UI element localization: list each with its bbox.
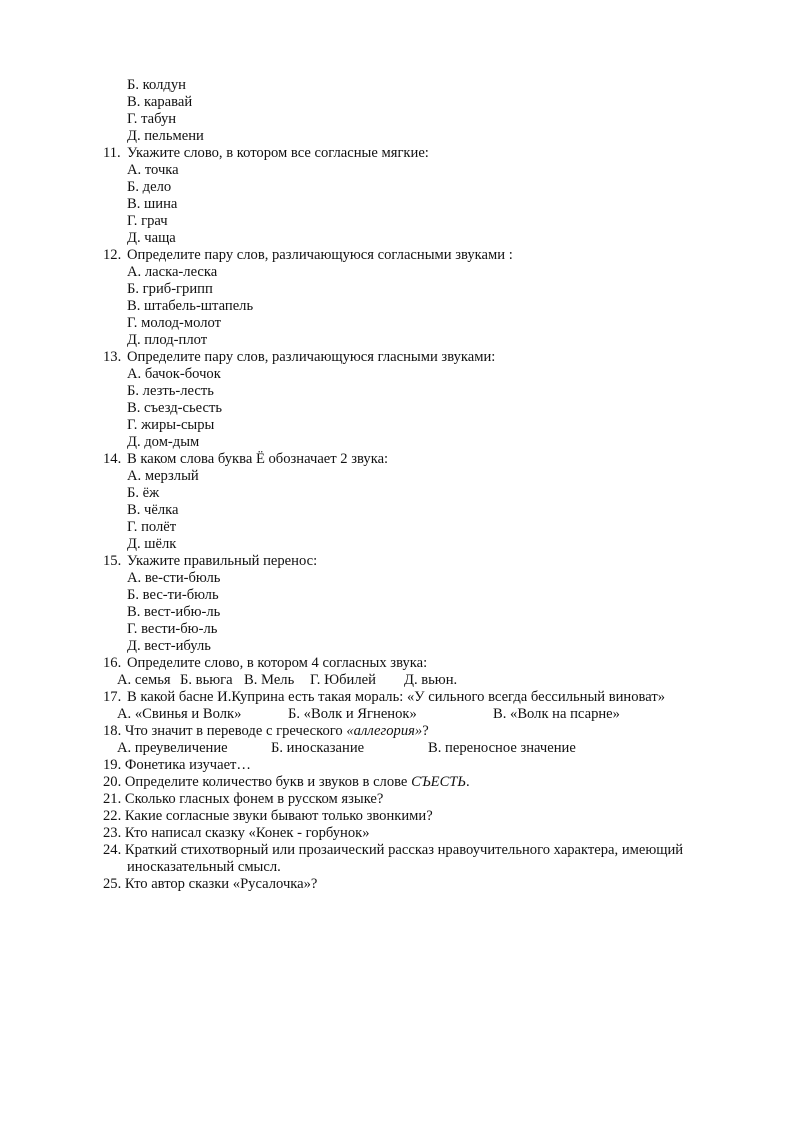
q11-option-d: Г. грач <box>127 213 168 229</box>
q12-option-b: Б. гриб-грипп <box>127 281 213 297</box>
q13-option-c: В. съезд-сьесть <box>127 400 222 416</box>
q12-option-d: Г. молод-молот <box>127 315 221 331</box>
q22-text: 22. Какие согласные звуки бывают только звонкими? <box>103 808 433 824</box>
q14-option-d: Г. полёт <box>127 519 177 535</box>
q13-text: Определите пару слов, различающуюся гласными звуками: <box>127 349 496 365</box>
q13-option-a: А. бачок-бочок <box>127 366 221 382</box>
q23-text: 23. Кто написал сказку «Конек - горбунок» <box>103 825 370 841</box>
q10-option-d: Г. табун <box>127 111 177 127</box>
q15-option-b: Б. вес-ти-бюль <box>127 587 219 603</box>
q10-option-c: В. каравай <box>127 94 193 110</box>
q17-option-a: А. «Свинья и Волк» <box>117 706 242 722</box>
q21-text: 21. Сколько гласных фонем в русском языке? <box>103 791 384 807</box>
q14-option-c: В. чёлка <box>127 502 179 518</box>
q18-text: 18. Что значит в переводе с греческого «аллегория»? <box>103 723 429 739</box>
q14-option-a: А. мерзлый <box>127 468 199 484</box>
q18-option-a: А. преувеличение <box>117 740 228 756</box>
q19-text: 19. Фонетика изучает… <box>103 757 252 773</box>
q14-text: В каком слова буква Ё обозначает 2 звука: <box>127 451 389 467</box>
q11-option-a: А. точка <box>127 162 179 178</box>
q18-term: «аллегория» <box>346 723 423 739</box>
q13-number: 13. <box>103 349 122 365</box>
q17-option-c: В. «Волк на псарне» <box>493 706 620 722</box>
q14-number: 14. <box>103 451 122 467</box>
q24-text-line2: иносказательный смысл. <box>127 859 281 875</box>
q14-option-b: Б. ёж <box>127 485 160 501</box>
q10-option-e: Д. пельмени <box>127 128 204 144</box>
q12-option-a: А. ласка-леска <box>127 264 218 280</box>
q14-option-e: Д. шёлк <box>127 536 177 552</box>
q13-option-d: Г. жиры-сыры <box>127 417 215 433</box>
q15-option-d: Г. вести-бю-ль <box>127 621 218 637</box>
q18-option-c: В. переносное значение <box>428 740 576 756</box>
q13-option-e: Д. дом-дым <box>127 434 200 450</box>
q17-text: В какой басне И.Куприна есть такая мораль: «У сильного всегда бессильный виноват» <box>127 689 665 705</box>
q17-number: 17. <box>103 689 122 705</box>
q11-number: 11. <box>103 145 121 161</box>
q20-text: 20. Определите количество букв и звуков в слове СЪЕСТЬ. <box>103 774 470 790</box>
q16-option-a: А. семья <box>117 672 171 688</box>
q15-option-a: А. ве-сти-бюль <box>127 570 221 586</box>
q12-number: 12. <box>103 247 122 263</box>
q15-option-c: В. вест-ибю-ль <box>127 604 221 620</box>
q15-option-e: Д. вест-ибуль <box>127 638 211 654</box>
q24-text-line1: 24. Краткий стихотворный или прозаический рассказ нравоучительного характера, имеющий <box>103 842 684 858</box>
q12-text: Определите пару слов, различающуюся согласными звуками : <box>127 247 513 263</box>
q16-option-b: Б. вьюга <box>180 672 233 688</box>
q15-number: 15. <box>103 553 122 569</box>
q15-text: Укажите правильный перенос: <box>127 553 318 569</box>
q12-option-c: В. штабель-штапель <box>127 298 254 314</box>
q16-option-c: В. Мель <box>244 672 295 688</box>
q13-option-b: Б. лезть-лесть <box>127 383 214 399</box>
q10-option-b: Б. колдун <box>127 77 186 93</box>
q16-option-d: Г. Юбилей <box>310 672 376 688</box>
q25-text: 25. Кто автор сказки «Русалочка»? <box>103 876 318 892</box>
q11-option-c: В. шина <box>127 196 178 212</box>
q18-option-b: Б. иносказание <box>271 740 365 756</box>
q12-option-e: Д. плод-плот <box>127 332 208 348</box>
q11-option-e: Д. чаща <box>127 230 176 246</box>
q11-option-b: Б. дело <box>127 179 172 195</box>
q17-option-b: Б. «Волк и Ягненок» <box>288 706 417 722</box>
q16-option-e: Д. вьюн. <box>404 672 458 688</box>
q16-text: Определите слово, в котором 4 согласных звука: <box>127 655 428 671</box>
q11-text: Укажите слово, в котором все согласные мягкие: <box>127 145 429 161</box>
q20-word: СЪЕСТЬ <box>411 774 467 790</box>
q16-number: 16. <box>103 655 122 671</box>
